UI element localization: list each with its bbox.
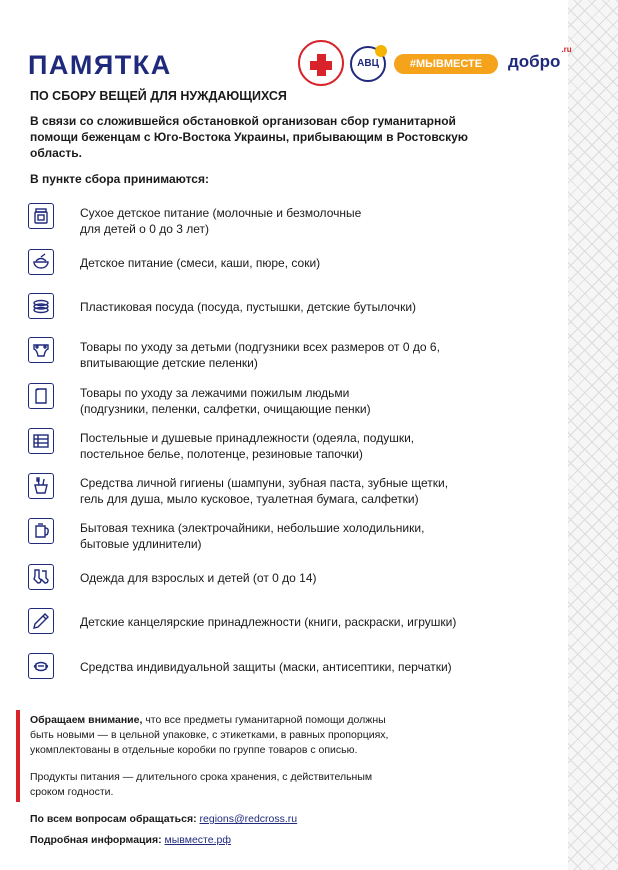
info-contact: Подробная информация: мывместе.рф (30, 834, 231, 846)
mask-icon (28, 653, 54, 679)
list-item (28, 249, 528, 283)
bowl-icon (28, 249, 54, 275)
list-item (28, 293, 528, 327)
list-item (28, 473, 528, 507)
list-item (28, 428, 528, 462)
email-link[interactable]: regions@redcross.ru (199, 813, 298, 825)
towels-icon (28, 428, 54, 454)
socks-icon (28, 564, 54, 590)
dobro-logo: добро$^{.ru}$ (508, 45, 572, 71)
item-text: бытовые удлинители) (80, 537, 202, 551)
diaper-icon (28, 337, 54, 363)
item-text: Пластиковая посуда (посуда, пустышки, детские бутылочки) (80, 300, 417, 314)
item-text: Бытовая техника (электрочайники, небольшие холодильники, (80, 521, 425, 535)
baby-food-jar-icon (28, 203, 54, 229)
list-item (28, 608, 528, 642)
list-item (28, 203, 528, 237)
attention-note: Обращаем внимание, что все предметы гуманитарной помощи должны быть новыми — в цельной упаковке, с этикетками, в равных пропорциях, укомплектованы в отдельные коробки по группе товаров с описью. (30, 714, 389, 756)
item-text: Детское питание (смеси, каши, пюре, соки) (80, 256, 321, 270)
item-text: Сухое детское питание (молочные и безмолочные (80, 206, 362, 220)
item-text: для детей о 0 до 3 лет) (80, 222, 209, 236)
decorative-stripe (568, 0, 618, 870)
list-item (28, 653, 528, 687)
pad-icon (28, 383, 54, 409)
plates-icon (28, 293, 54, 319)
food-note: Продукты питания — длительного срока хранения, с действительным сроком годности. (30, 771, 373, 798)
item-text: Постельные и душевые принадлежности (одеяла, подушки, (80, 431, 415, 445)
item-text: постельное белье, полотенце, резиновые тапочки) (80, 447, 363, 461)
list-item (28, 383, 528, 417)
item-text: Средства личной гигиены (шампуни, зубная паста, зубные щетки, (80, 476, 449, 490)
pencil-icon (28, 608, 54, 634)
list-item (28, 337, 528, 371)
questions-contact: По всем вопросам обращаться: regions@redcross.ru (30, 813, 298, 825)
myvmeste-tag: #МЫВМЕСТЕ (394, 54, 498, 74)
intro-text: В связи со сложившейся обстановкой организован сбор гуманитарной помощи беженцам с Юго-Востока Украины, прибывающим в Ростовскую область. (30, 114, 469, 160)
item-text: гель для душа, мыло кусковое, туалетная бумага, салфетки) (80, 492, 419, 506)
item-text: Товары по уходу за детьми (подгузники всех размеров от 0 до 6, (80, 340, 440, 354)
item-text: Средства индивидуальной защиты (маски, антисептики, перчатки) (80, 660, 452, 674)
item-text: (подгузники, пеленки, салфетки, очищающие пенки) (80, 402, 371, 416)
website-link[interactable]: мывместе.рф (164, 834, 231, 846)
note-accent-bar (16, 710, 20, 802)
lead-text: В пункте сбора принимаются: (30, 172, 209, 186)
item-text: впитывающие детские пеленки) (80, 356, 258, 370)
avc-logo: АВЦ (350, 46, 386, 82)
logos-bar (298, 40, 572, 88)
list-item (28, 518, 528, 552)
red-cross-logo (298, 40, 344, 86)
page-subtitle: ПО СБОРУ ВЕЩЕЙ ДЛЯ НУЖДАЮЩИХСЯ (30, 89, 287, 103)
kettle-icon (28, 518, 54, 544)
item-text: Детские канцелярские принадлежности (книги, раскраски, игрушки) (80, 615, 457, 629)
item-text: Товары по уходу за лежачими пожилым людьми (80, 386, 350, 400)
list-item (28, 564, 528, 598)
toothbrush-cup-icon (28, 473, 54, 499)
item-text: Одежда для взрослых и детей (от 0 до 14) (80, 571, 317, 585)
page-title: ПАМЯТКА (28, 50, 172, 80)
